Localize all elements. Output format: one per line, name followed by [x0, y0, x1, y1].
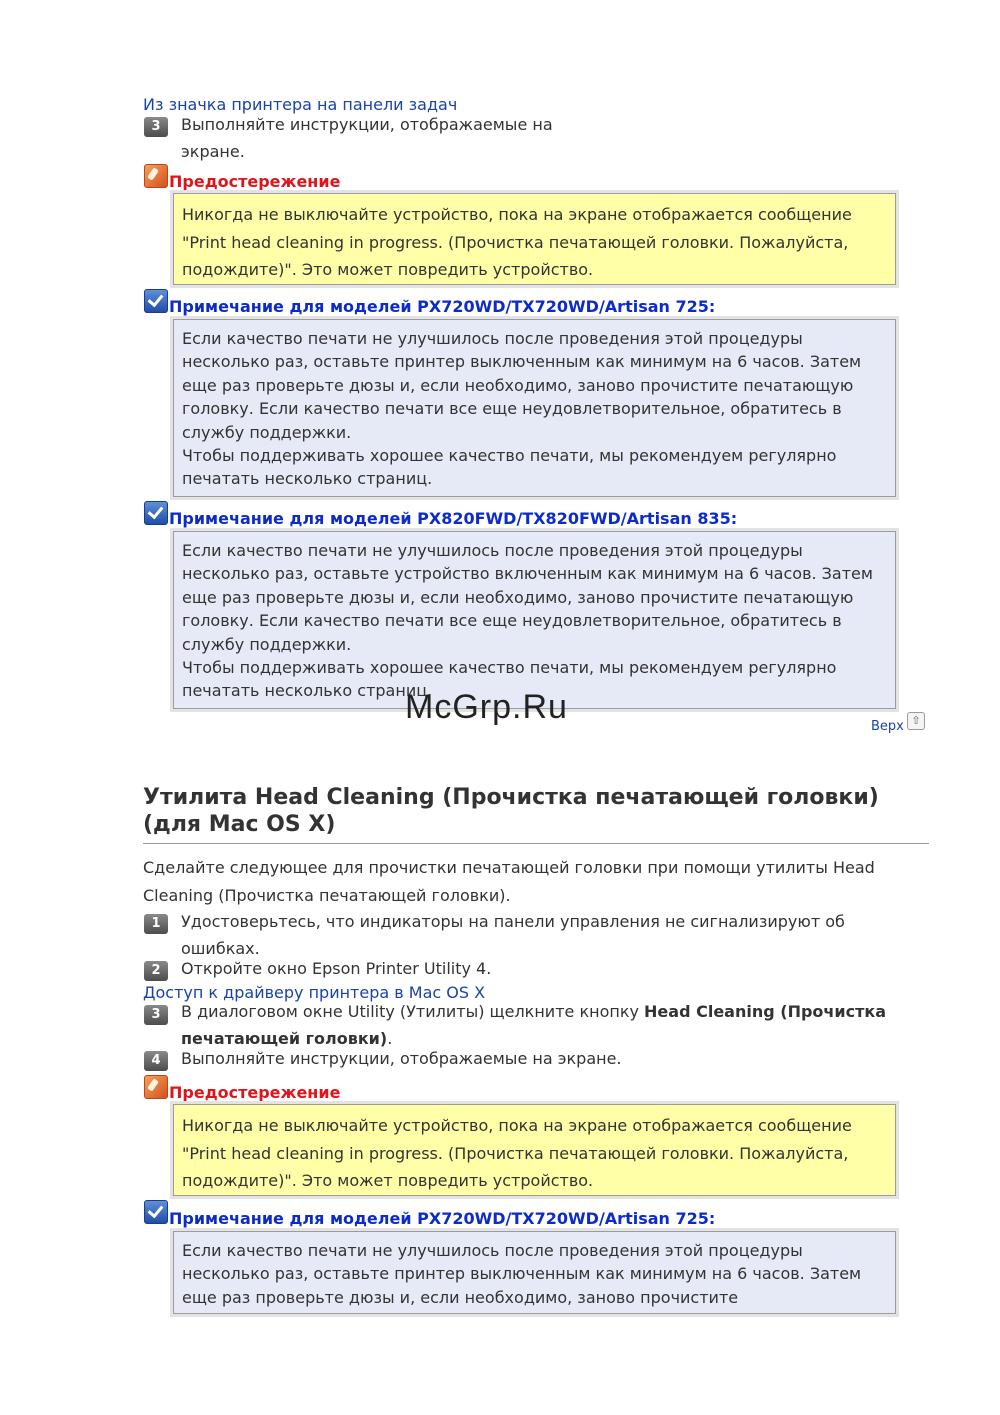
note-box-px720wd [173, 1231, 896, 1314]
caution-box [173, 193, 896, 285]
step-3-text: Выполняйте инструкции, отображаемые на экране. [181, 115, 553, 161]
note-paragraph: Если качество печати не улучшилось после проведения этой процедуры несколько раз, оставьте принтер выключенным как минимум на 6 часов. Затем еще раз проверьте дюзы и, если необходимо, заново прочистите печатающую головку. Если качество печати все еще неудовлетворительное, обратитесь в службу поддержки. [182, 329, 862, 442]
intro-paragraph: Сделайте следующее для прочистки печатающей головки при помощи утилиты Head Cleaning (Прочистка печатающей головки). [143, 858, 875, 905]
note-paragraph: Чтобы поддерживать хорошее качество печати, мы рекомендуем регулярно печатать несколько страниц. [182, 658, 837, 701]
head-cleaning-button-label: Head Cleaning (Прочистка печатающей головки) [181, 1002, 887, 1048]
step-4-text: Выполняйте инструкции, отображаемые на экране. [181, 1049, 622, 1068]
step-number-1: 1 [144, 914, 168, 934]
note-check-icon [144, 289, 168, 313]
caution-icon [144, 1075, 168, 1099]
step-number-4: 4 [144, 1051, 168, 1071]
arrow-up-icon[interactable]: ⇧ [907, 712, 925, 730]
note-check-icon [144, 1200, 168, 1224]
note-box-px720wd [173, 319, 896, 497]
page-title-line1: Утилита Head Cleaning (Прочистка печатающей головки) [143, 785, 879, 810]
note-title-px820fwd: Примечание для моделей PX820FWD/TX820FWD/Artisan 835: [169, 509, 738, 528]
page-title [143, 784, 879, 838]
note-check-icon [144, 501, 168, 525]
page-title-line2: (для Mac OS X) [143, 812, 336, 837]
caution-text: Никогда не выключайте устройство, пока на экране отображается сообщение "Print head cleaning in progress. (Прочистка печатающей головки. Пожалуйста, подождите)". Это может повредить устройство. [182, 1116, 852, 1190]
caution-icon [144, 164, 168, 188]
note-box-px820fwd [173, 531, 896, 709]
caution-box [173, 1104, 896, 1196]
step-number-3: 3 [144, 1005, 168, 1025]
watermark: McGrp.Ru [405, 688, 568, 726]
note-paragraph: Если качество печати не улучшилось после проведения этой процедуры несколько раз, оставьте устройство включенным как минимум на 6 часов. Затем еще раз проверьте дюзы и, если необходимо, заново прочистите печатающую головку. Если качество печати все еще неудовлетворительное, обратитесь в службу поддержки. [182, 541, 873, 654]
heading-divider [143, 843, 929, 844]
caution-title: Предостережение [169, 1083, 341, 1102]
step-2-text: Откройте окно Epson Printer Utility 4. [181, 959, 492, 978]
note-title-px720wd: Примечание для моделей PX720WD/TX720WD/Artisan 725: [169, 297, 716, 316]
step-1-text: Удостоверьтесь, что индикаторы на панели управления не сигнализируют об ошибках. [181, 912, 845, 958]
note-title-px720wd: Примечание для моделей PX720WD/TX720WD/Artisan 725: [169, 1209, 716, 1228]
caution-title: Предостережение [169, 172, 341, 191]
step-3-text [181, 998, 926, 1052]
note-paragraph: Чтобы поддерживать хорошее качество печати, мы рекомендуем регулярно печатать несколько страниц. [182, 446, 837, 489]
step-number-2: 2 [144, 961, 168, 981]
taskbar-printer-icon-link[interactable]: Из значка принтера на панели задач [143, 95, 458, 114]
step-number-3: 3 [144, 117, 168, 137]
back-to-top-link[interactable]: Верх [871, 719, 904, 734]
note-paragraph: Если качество печати не улучшилось после проведения этой процедуры несколько раз, оставьте принтер выключенным как минимум на 6 часов. Затем еще раз проверьте дюзы и, если необходимо, заново прочистите [182, 1241, 862, 1307]
caution-text: Никогда не выключайте устройство, пока на экране отображается сообщение "Print head cleaning in progress. (Прочистка печатающей головки. Пожалуйста, подождите)". Это может повредить устройство. [182, 205, 852, 279]
mac-driver-access-link[interactable]: Доступ к драйверу принтера в Mac OS X [143, 983, 486, 1002]
step-3-text-after: . [387, 1029, 393, 1048]
step-3-text-before: В диалоговом окне Utility (Утилиты) щелкните кнопку [181, 1002, 645, 1021]
